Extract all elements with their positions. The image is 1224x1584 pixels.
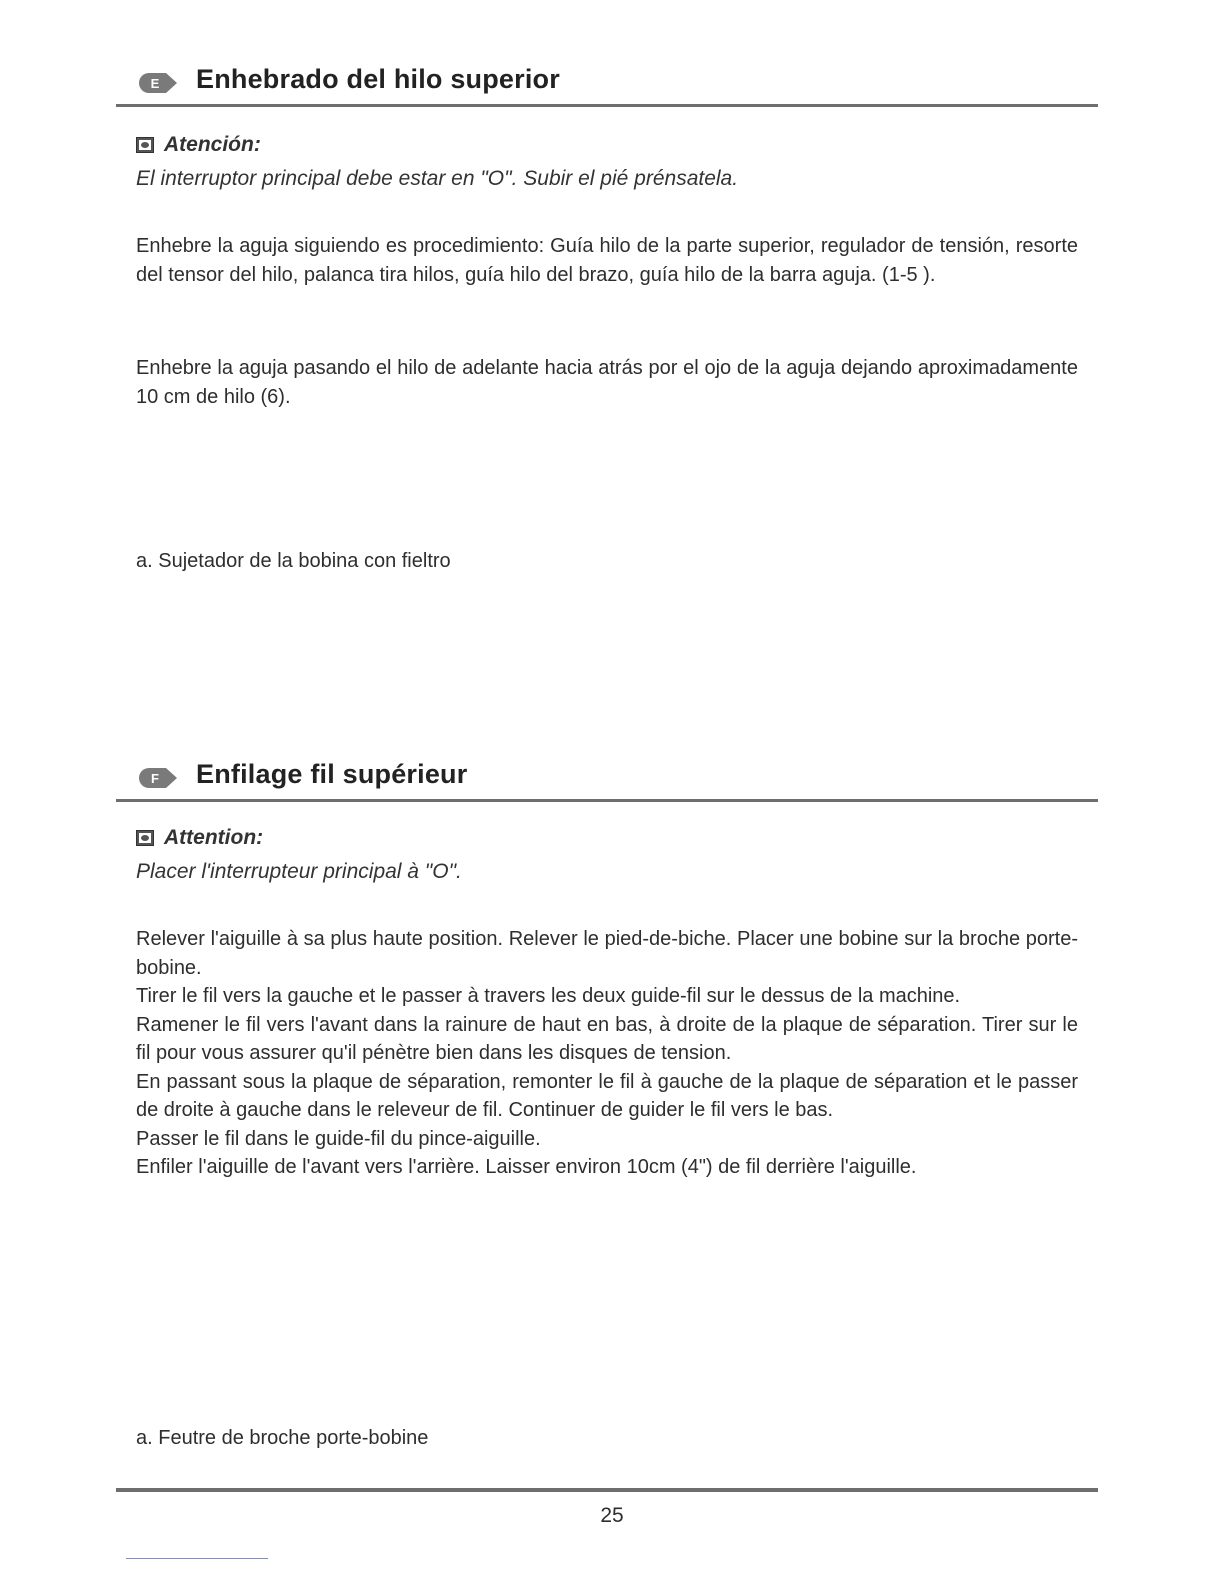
section-header-spanish [116,64,1098,107]
paragraph-text: Tirer le fil vers la gauche et le passer à travers les deux guide-fil sur le dessus de la machine. [136,985,961,1007]
badge-letter: F [151,771,159,786]
paragraph-text: En passant sous la plaque de séparation, remonter le fil à gauche de la plaque de séparation et le passer de droite à gauche dans le releveur de fil. Continuer de guider le fil vers le bas. [136,1070,1078,1121]
paragraph-spanish-2 [136,354,1078,411]
figure-caption-french: a. Feutre de broche porte-bobine [136,1427,429,1449]
attention-label-french: Attention: [164,826,264,849]
attention-label-spanish: Atención: [164,133,261,156]
page-number: 25 [600,1504,624,1527]
paragraph-text: Ramener le fil vers l'avant dans la rainure de haut en bas, à droite de la plaque de séparation. Tirer sur le fil pour vous assurer qu'il pénètre bien dans les disques de tension. [136,1013,1078,1064]
badge-letter: E [150,76,160,91]
paragraph-spanish-1 [136,232,1078,289]
language-badge-e-icon [138,72,178,94]
paragraph-text: Enhebre la aguja pasando el hilo de adelante hacia atrás por el ojo de la aguja dejando aproximadamente 10 cm de hilo (6). [136,357,1078,408]
attention-icon [136,137,154,153]
paragraph-text: Enhebre la aguja siguiendo es procedimiento: Guía hilo de la parte superior, regulador de tensión, resorte del tensor del hilo, palanca tira hilos, guía hilo del brazo, guía hilo de la barra aguja. (1-5 ). [136,235,1078,286]
attention-note-french: Placer l'interrupteur principal à "O". [136,860,462,883]
scan-artifact-line [126,1558,268,1559]
language-badge-f-icon [138,767,178,789]
attention-heading-french [136,826,263,850]
paragraph-block-french [136,925,1078,1182]
footer-divider [116,1488,1098,1492]
attention-icon [136,830,154,846]
paragraph-text: Relever l'aiguille à sa plus haute position. Relever le pied-de-biche. Placer une bobine sur la broche porte-bobine. [136,928,1078,979]
section-title-french: Enfilage fil supérieur [196,759,468,789]
section-title-spanish: Enhebrado del hilo superior [196,64,560,94]
attention-heading-spanish [136,133,261,157]
attention-note-spanish: El interruptor principal debe estar en "O". Subir el pié prénsatela. [136,167,739,190]
paragraph-text: Enfiler l'aiguille de l'avant vers l'arrière. Laisser environ 10cm (4") de fil derrière l'aiguille. [136,1156,917,1178]
paragraph-text: Passer le fil dans le guide-fil du pince-aiguille. [136,1127,541,1150]
section-header-french [116,759,1098,802]
figure-caption-spanish: a. Sujetador de la bobina con fieltro [136,550,451,572]
